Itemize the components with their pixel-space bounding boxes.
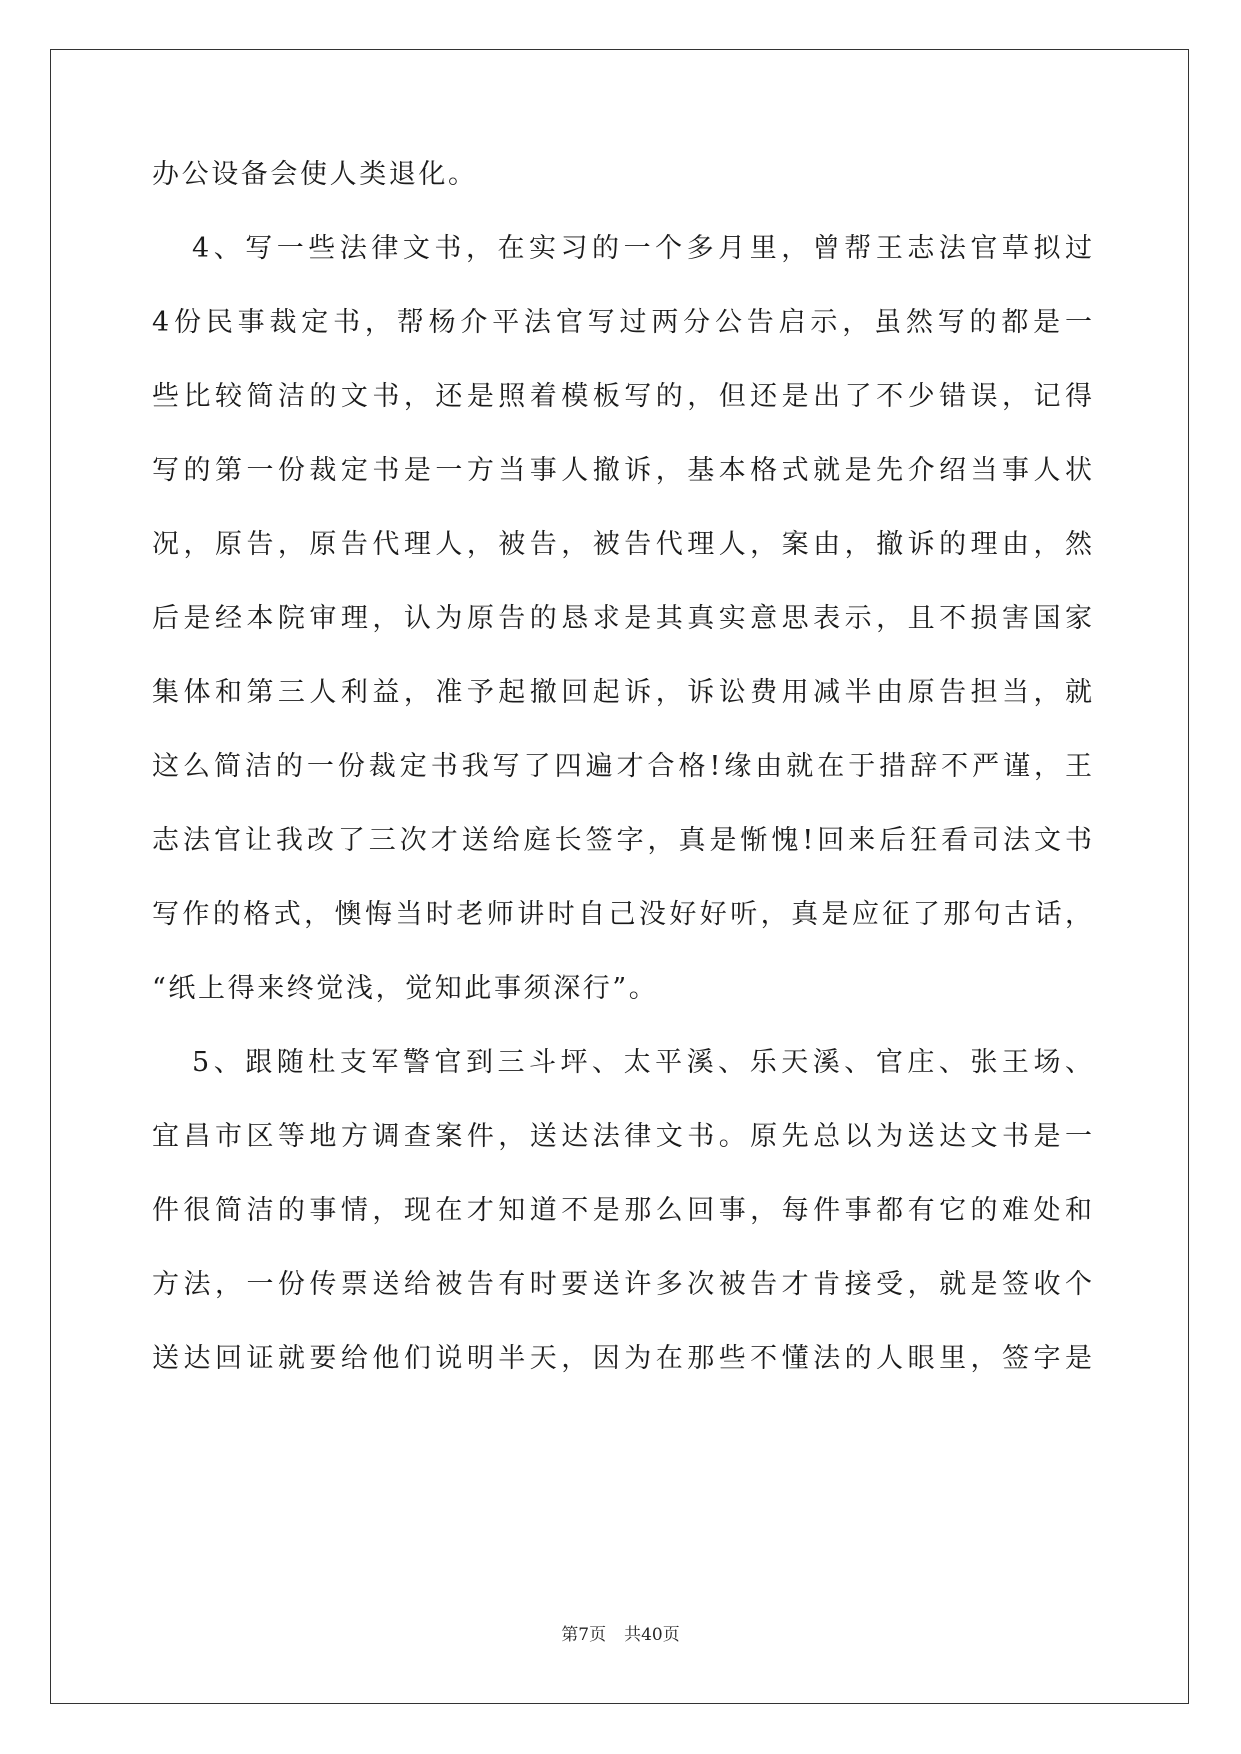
page-number-footer bbox=[0, 1624, 1241, 1646]
page-border bbox=[50, 49, 1189, 1704]
text-line-1: 办公设备会使人类退化。 bbox=[152, 159, 478, 190]
text-line-13: 5、跟随杜支军警官到三斗坪、太平溪、乐天溪、官庄、张王场、 bbox=[192, 1047, 1092, 1078]
text-line-5: 写的第一份裁定书是一方当事人撤诉，基本格式就是先介绍当事人状 bbox=[152, 455, 1092, 486]
text-line-9: 这么简洁的一份裁定书我写了四遍才合格!缘由就在于措辞不严谨，王 bbox=[152, 751, 1092, 782]
text-line-2: 4、写一些法律文书，在实习的一个多月里，曾帮王志法官草拟过 bbox=[192, 233, 1092, 264]
text-line-12: “纸上得来终觉浅，觉知此事须深行”。 bbox=[152, 973, 659, 1004]
text-line-14: 宜昌市区等地方调查案件，送达法律文书。原先总以为送达文书是一 bbox=[152, 1121, 1092, 1152]
text-line-7: 后是经本院审理，认为原告的恳求是其真实意思表示，且不损害国家 bbox=[152, 603, 1092, 634]
text-line-10: 志法官让我改了三次才送给庭长签字，真是惭愧!回来后狂看司法文书 bbox=[152, 825, 1092, 856]
page-total: 共40页 bbox=[624, 1625, 680, 1645]
text-line-16: 方法，一份传票送给被告有时要送许多次被告才肯接受，就是签收个 bbox=[152, 1269, 1092, 1300]
text-line-3: 4份民事裁定书，帮杨介平法官写过两分公告启示，虽然写的都是一 bbox=[152, 307, 1092, 338]
text-line-4: 些比较简洁的文书，还是照着模板写的，但还是出了不少错误，记得 bbox=[152, 381, 1092, 412]
text-line-6: 况，原告，原告代理人，被告，被告代理人，案由，撤诉的理由，然 bbox=[152, 529, 1092, 560]
page-current: 第7页 bbox=[561, 1625, 607, 1645]
text-line-11: 写作的格式，懊悔当时老师讲时自己没好好听，真是应征了那句古话， bbox=[152, 899, 1092, 930]
text-line-15: 件很简洁的事情，现在才知道不是那么回事，每件事都有它的难处和 bbox=[152, 1195, 1092, 1226]
text-line-8: 集体和第三人利益，准予起撤回起诉，诉讼费用减半由原告担当，就 bbox=[152, 677, 1092, 708]
text-line-17: 送达回证就要给他们说明半天，因为在那些不懂法的人眼里，签字是 bbox=[152, 1343, 1092, 1374]
